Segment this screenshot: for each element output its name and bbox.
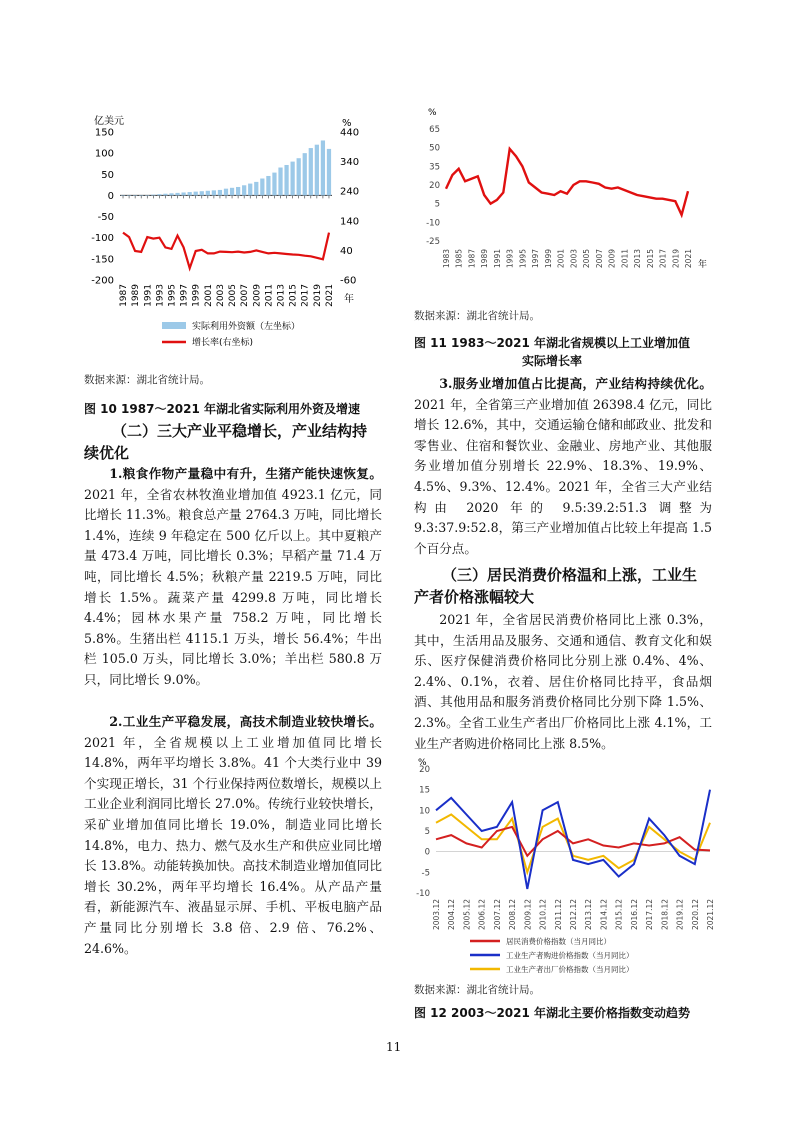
- paragraph-services: [414, 374, 712, 559]
- chart1-bar: [297, 158, 301, 195]
- chart3-y-tick-label: -5: [421, 868, 430, 879]
- chart2-x-tick-label: 2015: [645, 249, 655, 269]
- chart1-bar: [224, 189, 228, 196]
- chart2-x-tick-label: 2007: [594, 249, 604, 269]
- chart1-right-tick-label: 40: [340, 245, 353, 257]
- chart1-bar: [260, 179, 264, 196]
- chart1-bar: [254, 182, 258, 196]
- chart2-x-tick-label: 1987: [467, 249, 477, 269]
- chart1-x-tick-label: 2007: [240, 284, 251, 307]
- chart1-bar: [127, 195, 131, 196]
- section-heading-2-line2: 续优化: [84, 444, 130, 462]
- chart1-x-tick-label: 2013: [276, 284, 287, 307]
- paragraph-services-title: 3.服务业增加值占比提高，产业结构持续优化。: [439, 376, 712, 391]
- legend-label-line: 增长率(右坐标): [192, 338, 254, 348]
- chart2-y-tick-label: 20: [429, 181, 440, 191]
- chart1-x-tick-label: 2011: [264, 284, 275, 307]
- chart1-bar: [151, 195, 155, 196]
- chart1-bar: [218, 190, 222, 195]
- chart1-bar: [121, 195, 125, 196]
- fig11-caption-line2: 实际增长率: [522, 354, 583, 368]
- paragraph-industry: [84, 712, 382, 959]
- fig11-caption-line1: 图 11 1983～2021 年湖北省规模以上工业增加值: [414, 336, 691, 350]
- chart3-y-tick-label: -10: [416, 889, 430, 899]
- chart3-x-tick-label: 2013.12: [584, 899, 594, 931]
- chart2-x-tick-label: 2017: [658, 248, 668, 269]
- section-heading-3-line1: （三）居民消费价格温和上涨，工业生: [442, 566, 698, 584]
- chart3-x-tick-label: 2004.12: [447, 899, 457, 931]
- chart2-x-tick-label: 1991: [492, 249, 502, 269]
- chart2-x-tick-label: 2021: [684, 249, 693, 269]
- chart2-x-axis-unit: 年: [698, 260, 708, 270]
- chart1-x-tick-label: 2021: [324, 284, 335, 307]
- chart1-x-tick-label: 2003: [215, 284, 226, 307]
- chart2-x-tick-label: 2013: [633, 249, 643, 269]
- paragraph-agriculture-body: 2021 年，全省农林牧渔业增加值 4923.1 亿元，同比增长 11.3%。粮食总产量 2764.3 万吨，同比增长 1.4%，连续 9 年稳定在 500 亿斤以上。其中夏粮产量 473.4 万吨，同比增长 0.3%；早稻产量 71.4 万吨，同比增长 4.5%；秋粮产量 2219.5 万吨，同比增长 1.5%。蔬菜产量 4299.8 万吨，同比增长 4.4%；园林水果产量 758.2 万吨，同比增长 5.8%。生猪出栏 4115.1 万头，增长 56.4%；牛出栏 105.0 万头，同比增长 3.0%；羊出栏 580.8 万只，同比增长 9.0%。: [84, 486, 382, 687]
- page-number: 11: [386, 1040, 402, 1054]
- paragraph-agriculture-title: 1.粮食作物产量稳中有升，生猪产能快速恢复。: [109, 466, 382, 481]
- chart2-x-tick-label: 2009: [607, 249, 617, 269]
- chart3-x-tick-label: 2015.12: [614, 899, 624, 931]
- chart3-legend-label: 居民消费价格指数（当月同比）: [506, 937, 611, 946]
- chart1-bar: [266, 176, 270, 195]
- chart2-x-tick-label: 1985: [454, 249, 464, 269]
- fig10-source: 数据来源：湖北省统计局。: [84, 374, 210, 386]
- chart1-x-tick-label: 2001: [203, 284, 214, 307]
- chart2-growth-line: [446, 149, 688, 215]
- chart1-bar: [169, 193, 173, 195]
- chart3-x-tick-label: 2003.12: [432, 899, 441, 931]
- chart-fig11-industrial-growth: [418, 105, 718, 285]
- chart3-y-tick-label: 15: [419, 785, 430, 796]
- chart1-bar: [303, 153, 307, 195]
- chart1-left-tick-label: -100: [91, 233, 114, 245]
- chart1-bar: [272, 173, 276, 196]
- chart1-bar: [175, 193, 179, 196]
- chart3-x-tick-label: 2014.12: [599, 899, 609, 931]
- chart1-x-tick-label: 1987: [119, 284, 130, 307]
- chart1-x-axis-unit: 年: [344, 294, 354, 305]
- chart1-x-tick-label: 1997: [179, 284, 190, 307]
- section-heading-2-line1: （二）三大产业平稳增长，产业结构持: [112, 422, 368, 440]
- chart1-bar: [145, 195, 149, 196]
- chart3-x-tick-label: 2005.12: [462, 899, 472, 931]
- chart2-y-tick-label: -25: [426, 237, 440, 247]
- chart2-x-tick-label: 1993: [505, 249, 515, 269]
- chart2-x-tick-label: 1989: [480, 249, 490, 269]
- chart1-bar: [278, 168, 282, 196]
- chart3-x-tick-label: 2019.12: [675, 899, 685, 931]
- chart2-y-tick-label: 65: [429, 125, 440, 135]
- chart2-x-tick-label: 1999: [543, 249, 553, 269]
- chart1-left-tick-label: 150: [94, 127, 114, 139]
- paragraph-agriculture: [84, 464, 382, 691]
- chart2-y-tick-label: 5: [434, 199, 440, 210]
- chart1-left-axis-unit: 亿美元: [94, 116, 124, 127]
- chart3-x-tick-label: 2009.12: [523, 899, 533, 931]
- chart3-y-tick-label: 20: [419, 765, 430, 775]
- chart3-legend-label: 工业生产者购进价格指数（当月同比）: [506, 951, 634, 960]
- chart3-x-tick-label: 2017.12: [645, 899, 655, 931]
- chart2-x-tick-label: 2011: [620, 249, 630, 269]
- chart3-x-tick-label: 2012.12: [569, 899, 578, 931]
- chart2-x-tick-label: 1983: [442, 249, 451, 269]
- chart1-right-tick-label: 440: [340, 127, 360, 139]
- chart1-right-tick-label: 240: [340, 186, 360, 198]
- chart3-x-tick-label: 2016.12: [629, 899, 639, 931]
- chart1-bar: [194, 192, 198, 196]
- chart3-legend-label: 工业生产者出厂价格指数（当月同比）: [506, 965, 634, 974]
- chart2-x-tick-label: 2005: [582, 249, 592, 269]
- section-heading-3-line2: 产者价格涨幅较大: [414, 588, 535, 606]
- chart2-y-tick-label: -10: [426, 218, 440, 229]
- chart1-bar: [321, 140, 325, 195]
- chart1-left-tick-label: -50: [97, 212, 114, 224]
- chart1-bar: [133, 195, 137, 196]
- paragraph-industry-body: 2021 年，全省规模以上工业增加值同比增长 14.8%，两年平均增长 3.8%。41 个大类行业中 39 个实现正增长，31 个行业保持两位数增长，规模以上工业企业利润同比增长 27.0%。传统行业较快增长，采矿业增加值同比增长 19.0%，制造业同比增长 14.8%，电力、热力、燃气及水生产和供应业同比增长 13.8%。动能转换加快。高技术制造业增加值同比增长 30.2%，两年平均增长 16.4%。从产品产量看，新能源汽车、液晶显示屏、手机、平板电脑产品产量同比分别增长 3.8 倍、2.9 倍、76.2%、24.6%。: [84, 734, 382, 956]
- chart1-bar: [200, 191, 204, 195]
- chart3-x-tick-label: 2010.12: [538, 899, 548, 931]
- legend-swatch-bar: [162, 322, 186, 329]
- chart1-bar: [230, 188, 234, 196]
- chart1-bar: [188, 192, 192, 195]
- chart1-left-tick-label: -150: [91, 254, 114, 266]
- chart1-bar: [139, 195, 143, 196]
- chart1-bar: [327, 149, 331, 196]
- chart2-x-tick-label: 2001: [556, 249, 566, 269]
- chart1-bar: [236, 187, 240, 195]
- chart3-y-axis-unit: %: [418, 758, 427, 768]
- chart3-x-tick-label: 2007.12: [492, 899, 502, 931]
- chart2-y-axis-unit: %: [428, 108, 437, 118]
- fig12-caption: 图 12 2003～2021 年湖北主要价格指数变动趋势: [414, 1006, 691, 1020]
- legend-label-bar: 实际利用外资额（左坐标）: [192, 322, 301, 332]
- chart1-x-tick-label: 1993: [155, 284, 166, 307]
- chart-fig12-price-indices: [410, 755, 720, 980]
- chart1-x-tick-label: 1989: [131, 284, 142, 307]
- chart2-x-tick-label: 2003: [569, 249, 579, 269]
- chart1-x-tick-label: 2009: [252, 284, 263, 307]
- chart1-left-tick-label: 0: [107, 190, 114, 202]
- chart3-x-tick-label: 2006.12: [477, 899, 487, 931]
- chart1-x-tick-label: 1991: [143, 284, 154, 307]
- chart3-y-tick-label: 5: [424, 827, 430, 837]
- chart1-bar: [181, 192, 185, 195]
- chart1-bar: [248, 184, 252, 196]
- chart1-left-tick-label: 50: [101, 169, 114, 181]
- chart1-bar: [291, 162, 295, 196]
- fig10-caption: 图 10 1987～2021 年湖北省实际利用外资及增速: [84, 402, 361, 416]
- chart3-x-tick-label: 2018.12: [660, 899, 670, 931]
- chart1-bar: [157, 194, 161, 195]
- chart1-x-tick-label: 2019: [312, 284, 323, 307]
- chart1-x-tick-label: 1999: [191, 284, 202, 307]
- chart3-x-tick-label: 2008.12: [508, 899, 518, 931]
- chart1-left-tick-label: -200: [91, 275, 114, 287]
- chart1-bar: [212, 190, 216, 195]
- chart1-right-tick-label: -60: [340, 275, 357, 287]
- chart1-right-tick-label: 140: [340, 216, 360, 228]
- chart3-series-line: [436, 790, 710, 889]
- chart2-x-tick-label: 2019: [671, 249, 681, 269]
- chart1-growth-line: [123, 233, 329, 269]
- chart1-left-tick-label: 100: [94, 148, 114, 160]
- chart1-right-axis-unit: %: [342, 118, 352, 129]
- paragraph-prices: 2021 年，全省居民消费价格同比上涨 0.3%，其中，生活用品及服务、交通和通信、教育文化和娱乐、医疗保健消费价格同比分别上涨 0.4%、4%、2.4%、0.1%，衣着、居住价格同比持平，食品烟酒、其他用品和服务消费价格同比分别下降 1.5%、2.3%。全省工业生产者出厂价格同比上涨 4.1%，工业生产者购进价格同比上涨 8.5%。: [414, 612, 712, 751]
- chart1-bar: [309, 148, 313, 195]
- chart3-y-tick-label: 10: [419, 806, 430, 817]
- fig11-source: 数据来源：湖北省统计局。: [414, 310, 540, 322]
- chart1-bar: [206, 191, 210, 196]
- chart3-y-tick-label: 0: [424, 847, 430, 858]
- paragraph-services-body: 2021 年，全省第三产业增加值 26398.4 亿元，同比增长 12.6%，其中，交通运输仓储和邮政业、批发和零售业、住宿和餐饮业、金融业、房地产业、其他服务业增加值分别增长 22.9%、18.3%、19.9%、4.5%、9.3%、12.4%。2021 年，全省三大产业结构由 2020 年的 9.5:39.2:51.3 调整为 9.3:37.9:52.8，第三产业增加值占比较上年提高 1.5 个百分点。: [414, 396, 712, 556]
- chart1-x-tick-label: 1995: [167, 284, 178, 307]
- paragraph-industry-title: 2.工业生产平稳发展，高技术制造业较快增长。: [109, 714, 382, 729]
- chart3-x-tick-label: 2021.12: [706, 899, 715, 931]
- chart2-x-tick-label: 1997: [531, 249, 541, 269]
- chart1-x-tick-label: 2005: [228, 284, 239, 307]
- chart2-y-tick-label: 50: [429, 143, 440, 154]
- chart2-y-tick-label: 35: [429, 162, 440, 173]
- chart1-bar: [163, 194, 167, 196]
- chart1-bar: [284, 165, 288, 195]
- chart1-x-tick-label: 2015: [288, 284, 299, 307]
- chart3-x-tick-label: 2011.12: [553, 899, 563, 931]
- chart1-right-tick-label: 340: [340, 157, 360, 169]
- chart-fig10-foreign-investment: [80, 110, 370, 360]
- fig12-source: 数据来源：湖北省统计局。: [414, 984, 540, 996]
- chart1-bar: [242, 185, 246, 195]
- chart3-x-tick-label: 2020.12: [690, 899, 700, 931]
- chart1-bar: [315, 145, 319, 196]
- chart1-x-tick-label: 2017: [300, 284, 311, 307]
- chart2-x-tick-label: 1995: [518, 249, 528, 269]
